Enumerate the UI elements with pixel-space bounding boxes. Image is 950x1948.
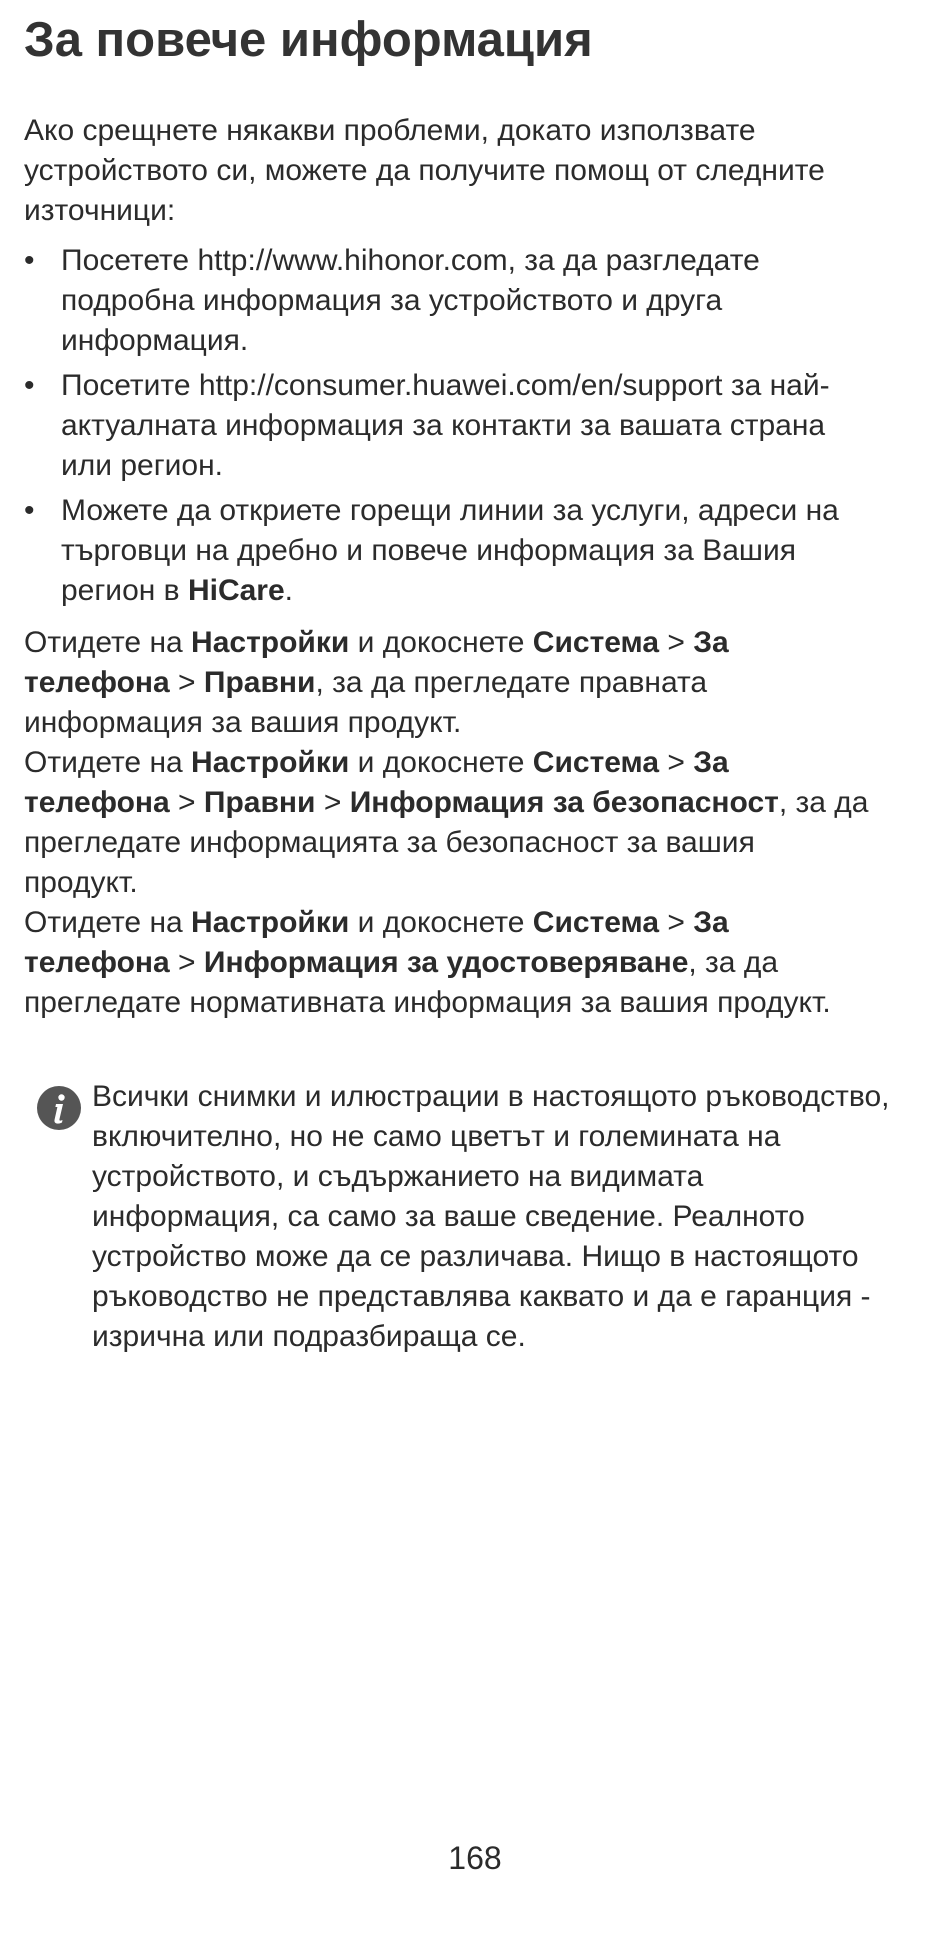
list-item — [24, 241, 874, 361]
path-separator: > — [659, 746, 694, 779]
menu-path-settings: Настройки — [191, 746, 350, 779]
text-run: , за да прегледате информацията за безопасност за вашия продукт. — [24, 786, 869, 899]
list-item-text: Посетете http://www.hihonor.com, за да разгледате подробна информация за устройството и друга информация. — [61, 244, 760, 357]
hicare-app-name: HiCare — [187, 574, 285, 607]
list-item — [24, 366, 874, 486]
menu-path-about-phone: За телефона — [24, 906, 729, 979]
path-separator: > — [169, 786, 204, 819]
page-title: За повече информация — [24, 13, 593, 67]
menu-path-system: Система — [532, 906, 660, 939]
path-separator: > — [315, 786, 350, 819]
menu-path-settings: Настройки — [191, 626, 350, 659]
menu-path-settings: Настройки — [191, 906, 350, 939]
page-number: 168 — [448, 1840, 502, 1876]
legal-info-paragraph — [24, 623, 874, 743]
bullet-icon: • — [24, 369, 35, 402]
text-run: Отидете на — [24, 906, 192, 939]
path-separator: > — [169, 946, 204, 979]
list-item-text-after: . — [284, 574, 293, 607]
menu-path-certification-info: Информация за удостоверяване — [203, 946, 689, 979]
list-item-text — [61, 494, 839, 607]
text-run: Отидете на — [24, 746, 192, 779]
text-run: и докоснете — [349, 626, 533, 659]
path-separator: > — [659, 626, 694, 659]
menu-path-legal: Правни — [203, 666, 316, 699]
menu-path-about-phone: За телефона — [24, 626, 729, 699]
path-separator: > — [169, 666, 204, 699]
safety-info-paragraph — [24, 743, 874, 903]
intro-paragraph: Ако срещнете някакви проблеми, докато използвате устройството си, можете да получите помощ от следните източници: — [24, 114, 825, 227]
certification-info-paragraph — [24, 903, 874, 1023]
text-run: Отидете на — [24, 626, 192, 659]
bullet-icon: • — [24, 494, 35, 527]
list-item-text-before: Можете да откриете горещи линии за услуги, адреси на търговци на дребно и повече информация за Вашия регион в — [61, 494, 839, 607]
list-item-text: Посетите http://consumer.huawei.com/en/support за най-актуалната информация за контакти за вашата страна или регион. — [61, 369, 830, 482]
disclaimer-note: Всички снимки и илюстрации в настоящото ръководство, включително, но не само цветът и големината на устройството, и съдържанието на видимата информация, са само за ваше сведение. Реалното устройство може да се различава. Нищо в настоящото ръководство не представлява каквато и да е гаранция - изрична или подразбираща се. — [92, 1080, 890, 1353]
bullet-icon: • — [24, 244, 35, 277]
text-run: и докоснете — [349, 746, 533, 779]
menu-path-legal: Правни — [203, 786, 316, 819]
text-run: , за да прегледате правната информация за вашия продукт. — [24, 666, 708, 739]
menu-path-about-phone: За телефона — [24, 746, 729, 819]
menu-path-system: Система — [532, 626, 660, 659]
text-run: и докоснете — [349, 906, 533, 939]
path-separator: > — [659, 906, 694, 939]
menu-path-safety-info: Информация за безопасност — [349, 786, 779, 819]
list-item — [24, 491, 874, 611]
text-run: , за да прегледате нормативната информация за вашия продукт. — [24, 946, 831, 1019]
help-sources-list — [24, 241, 874, 616]
info-icon — [36, 1085, 82, 1131]
menu-path-system: Система — [532, 746, 660, 779]
